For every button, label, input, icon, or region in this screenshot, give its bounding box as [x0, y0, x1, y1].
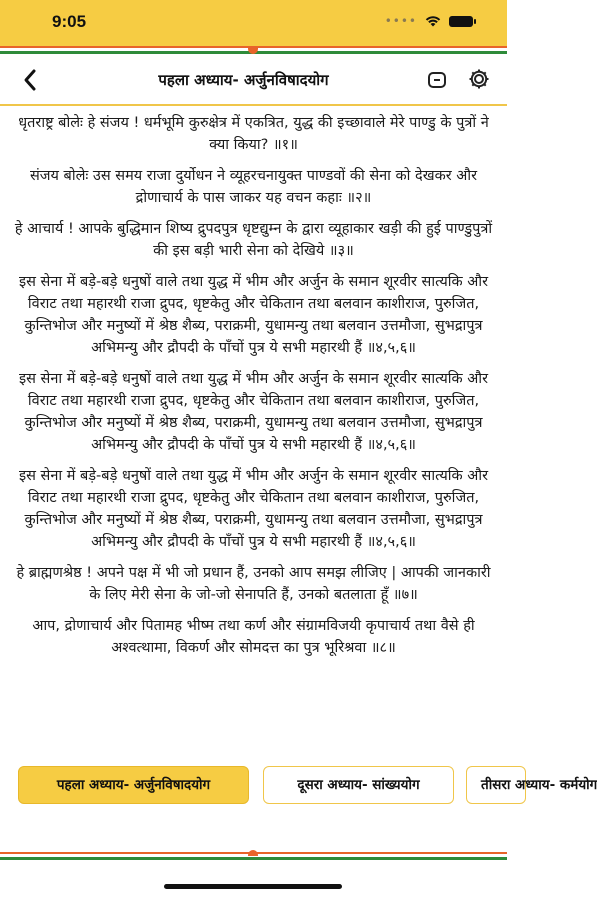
- verse-4-6-repeat-a: इस सेना में बड़े-बड़े धनुषों वाले तथा युद्ध में भीम और अर्जुन के समान शूरवीर सात्यकि और विराट तथा महारथी राजा द्रुपद, धृष्टकेतु और चेकितान तथा बलवान काशीराज, पुरुजित, कुन्तिभोज और मनुष्यों में श्रेष्ठ शैब्य, पराक्रमी, युधामन्यु तथा बलवान उत्तमौजा, सुभद्रापुत्र अभिमन्यु और द्रौपदी के पाँचों पुत्र ये सभी महारथी हैं ॥४,५,६॥: [19, 371, 488, 453]
- verse-4-6: इस सेना में बड़े-बड़े धनुषों वाले तथा युद्ध में भीम और अर्जुन के समान शूरवीर सात्यकि और विराट तथा महारथी राजा द्रुपद, धृष्टकेतु और चेकितान तथा बलवान काशीराज, पुरुजित, कुन्तिभोज और मनुष्यों में श्रेष्ठ शैब्य, पराक्रमी, युधामन्यु तथा बलवान उत्तमौजा, सुभद्रापुत्र अभिमन्यु और द्रौपदी के पाँचों पुत्र ये सभी महारथी हैं ॥४,५,६॥: [19, 274, 488, 356]
- verse-7: हे ब्राह्मणश्रेष्ठ ! अपने पक्ष में भी जो प्रधान हैं, उनको आप समझ लीजिए | आपकी जानकारी के लिए मेरी सेना के जो-जो सेनापति हैं, उनको बतलाता हूँ ॥७॥: [16, 565, 491, 603]
- status-icons: [385, 15, 473, 27]
- verse-4-6-repeat-b: इस सेना में बड़े-बड़े धनुषों वाले तथा युद्ध में भीम और अर्जुन के समान शूरवीर सात्यकि और विराट तथा महारथी राजा द्रुपद, धृष्टकेतु और चेकितान तथा बलवान काशीराज, पुरुजित, कुन्तिभोज और मनुष्यों में श्रेष्ठ शैब्य, पराक्रमी, युधामन्यु तथा बलवान उत्तमौजा, सुभद्रापुत्र अभिमन्यु और द्रौपदी के पाँचों पुत्र ये सभी महारथी हैं ॥४,५,६॥: [19, 468, 488, 550]
- stripe-marker: [248, 850, 258, 856]
- text-size-button[interactable]: [428, 72, 446, 88]
- wifi-icon: [425, 15, 441, 27]
- verse-3: हे आचार्य ! आपके बुद्धिमान शिष्य द्रुपदपुत्र धृष्टद्युम्न के द्वारा व्यूहाकार खड़ी की हुई पाण्डुपुत्रों की इस बड़ी भारी सेना को देखिये ॥३॥: [14, 221, 493, 259]
- chapter-tabs[interactable]: [18, 766, 597, 806]
- back-button[interactable]: [16, 66, 44, 94]
- chapter-tab-2[interactable]: दूसरा अध्याय- सांख्ययोग: [263, 766, 454, 804]
- status-time: 9:05: [52, 12, 87, 31]
- battery-icon: [449, 16, 473, 27]
- settings-button[interactable]: [468, 68, 490, 90]
- tricolor-stripe-top: [0, 46, 507, 54]
- chapter-tab-3[interactable]: तीसरा अध्याय- कर्मयोग: [466, 766, 526, 804]
- chevron-left-icon: [23, 69, 37, 91]
- status-bar: [0, 0, 507, 46]
- page-title: पहला अध्याय- अर्जुनविषादयोग: [158, 71, 329, 89]
- tricolor-stripe-bottom: [0, 852, 507, 860]
- gear-icon: [468, 68, 490, 90]
- verse-list[interactable]: [12, 112, 495, 760]
- signal-dots-icon: ••••: [384, 14, 417, 28]
- chapter-tab-1[interactable]: पहला अध्याय- अर्जुनविषादयोग: [18, 766, 249, 804]
- verse-2: संजय बोलेः उस समय राजा दुर्योधन ने व्यूहरचनायुक्त पाण्डवों की सेना को देखकर और द्रोणाचार्य के पास जाकर यह वचन कहाः ॥२॥: [29, 168, 478, 206]
- verse-8: आप, द्रोणाचार्य और पितामह भीष्म तथा कर्ण और संग्रामविजयी कृपाचार्य तथा वैसे ही अश्वत्थामा, विकर्ण और सोमदत्त का पुत्र भूरिश्रवा ॥८॥: [32, 618, 475, 656]
- stripe-marker: [248, 48, 258, 54]
- app-header: [0, 56, 507, 106]
- verse-1: धृतराष्ट्र बोलेः हे संजय ! धर्मभूमि कुरुक्षेत्र में एकत्रित, युद्ध की इच्छावाले मेरे पाण्डु के पुत्रों ने क्या किया? ॥१॥: [18, 115, 489, 153]
- home-indicator[interactable]: [164, 884, 342, 889]
